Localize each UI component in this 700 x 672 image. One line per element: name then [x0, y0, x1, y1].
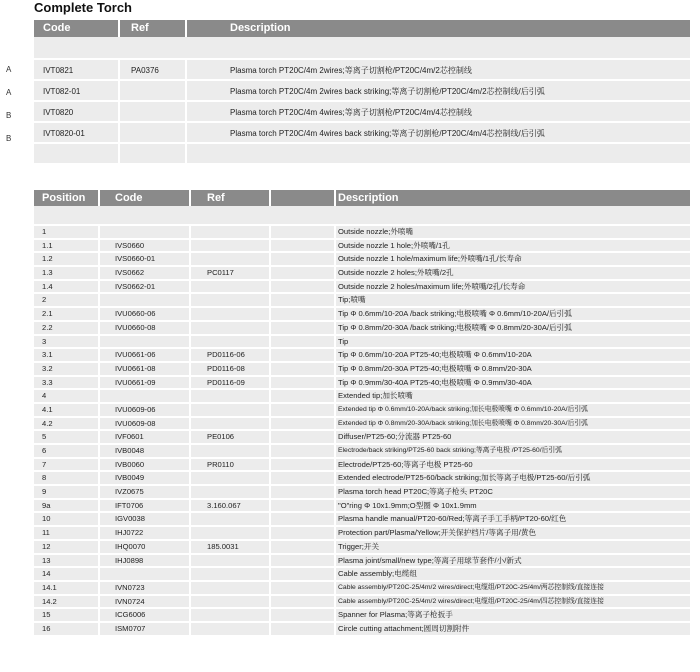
row-blank	[271, 486, 336, 498]
row-description: Circle cutting attachment;圆周切割附件	[338, 623, 470, 633]
row-side-label: B	[6, 111, 12, 120]
row-ref	[191, 226, 271, 238]
row-description: Protection part/Plasma/Yellow;开关保护档片/等离子用/黄色	[338, 528, 537, 538]
row-ref	[191, 308, 271, 320]
row-code: IVU0609-06	[100, 404, 191, 416]
row-blank	[271, 609, 336, 621]
row-description: Extended tip Φ 0.6mm/10-20A/back striking;加长电极喷嘴 Φ 0.6mm/10-20A/后引弧	[338, 405, 588, 413]
row-ref: PA0376	[120, 60, 187, 79]
parts-table	[34, 190, 690, 637]
row-blank	[271, 294, 336, 306]
row-description: Plasma torch PT20C/4m 4wires;等离子切割枪/PT20C/4m/4芯控制线	[230, 108, 472, 117]
row-description: Plasma handle manual/PT20-60/Red;等离子手工手柄/PT20-60/红色	[338, 514, 567, 524]
row-position: 13	[34, 555, 100, 567]
table-row	[34, 596, 690, 610]
torch-table	[34, 20, 690, 165]
table-row	[34, 123, 690, 144]
row-blank	[271, 431, 336, 443]
row-ref	[191, 240, 271, 252]
row-ref: PD0116-06	[191, 349, 271, 361]
row-code: IVU0661-06	[100, 349, 191, 361]
row-blank	[271, 240, 336, 252]
row-code: IGV0038	[100, 513, 191, 525]
row-code	[100, 226, 191, 238]
row-description: Outside nozzle 2 holes;外喷嘴/2孔	[338, 268, 454, 278]
row-ref: PC0117	[191, 267, 271, 279]
row-blank	[271, 623, 336, 635]
row-blank	[271, 336, 336, 348]
row-blank	[271, 541, 336, 553]
row-ref	[191, 596, 271, 608]
row-blank	[271, 459, 336, 471]
row-blank	[271, 596, 336, 608]
row-description: Tip Φ 0.6mm/10-20A /back striking;电极喷嘴 Φ 0.6mm/10-20A/后引弧	[338, 309, 572, 319]
header-ref: Ref	[191, 190, 271, 206]
row-blank	[271, 390, 336, 402]
row-description: Plasma torch PT20C/4m 4wires back striking;等离子切割枪/PT20C/4m/4芯控制线/后引弧	[230, 129, 545, 138]
row-description: Tip	[338, 336, 349, 346]
row-ref: PR0110	[191, 459, 271, 471]
row-description: Plasma torch PT20C/4m 2wires back striking;等离子切割枪/PT20C/4m/2芯控制线/后引弧	[230, 87, 545, 96]
table-row	[34, 431, 690, 445]
row-code	[100, 336, 191, 348]
table-row	[34, 60, 690, 81]
row-blank	[271, 226, 336, 238]
row-side-label: A	[6, 88, 12, 97]
table-row	[34, 363, 690, 377]
row-ref	[191, 390, 271, 402]
table-row	[34, 253, 690, 267]
table-row	[34, 308, 690, 322]
row-position: 14.2	[34, 596, 100, 608]
table-row	[34, 513, 690, 527]
table-row	[34, 609, 690, 623]
row-description: Extended tip Φ 0.8mm/20-30A/back striking;加长电极喷嘴 Φ 0.8mm/20-30A/后引弧	[338, 419, 588, 427]
table-row	[34, 486, 690, 500]
row-position: 8	[34, 472, 100, 484]
row-description: Tip;喷嘴	[338, 295, 366, 305]
row-ref	[191, 322, 271, 334]
table-row	[34, 336, 690, 350]
row-side-label: A	[6, 65, 12, 74]
table-row	[34, 459, 690, 473]
row-position: 15	[34, 609, 100, 621]
row-position: 9	[34, 486, 100, 498]
row-position: 2.1	[34, 308, 100, 320]
row-description: Extended tip;加长喷嘴	[338, 391, 413, 401]
row-position: 10	[34, 513, 100, 525]
row-code: IHQ0070	[100, 541, 191, 553]
row-blank	[271, 582, 336, 594]
row-description: Trigger;开关	[338, 541, 380, 551]
row-position: 16	[34, 623, 100, 635]
row-position: 12	[34, 541, 100, 553]
header-ref: Ref	[120, 20, 187, 37]
row-blank	[271, 267, 336, 279]
table-row	[34, 322, 690, 336]
row-ref: PE0106	[191, 431, 271, 443]
row-position: 1.2	[34, 253, 100, 265]
row-ref	[191, 582, 271, 594]
table-row	[34, 240, 690, 254]
row-description: Tip Φ 0.8mm/20-30A PT25-40;电极喷嘴 Φ 0.8mm/20-30A	[338, 363, 532, 373]
row-code: IVU0660-08	[100, 322, 191, 334]
row-position: 3.2	[34, 363, 100, 375]
row-code: IVF0601	[100, 431, 191, 443]
row-code: IVU0660-06	[100, 308, 191, 320]
row-position: 2	[34, 294, 100, 306]
row-code: IVN0724	[100, 596, 191, 608]
row-position: 14.1	[34, 582, 100, 594]
page-title: Complete Torch	[34, 0, 132, 15]
row-description: Electrode/back striking/PT25-60 back striking;等离子电极 /PT25-60/后引弧	[338, 447, 562, 454]
row-position: 9a	[34, 500, 100, 512]
header-code: Code	[100, 190, 191, 206]
row-ref	[191, 568, 271, 580]
row-ref: 185.0031	[191, 541, 271, 553]
row-code: IVU0661-09	[100, 377, 191, 389]
row-description: Outside nozzle;外喷嘴	[338, 227, 414, 236]
table-row	[34, 472, 690, 486]
row-position: 4	[34, 390, 100, 402]
row-code: IVS0662-01	[100, 281, 191, 293]
row-position: 1.4	[34, 281, 100, 293]
row-blank	[271, 513, 336, 525]
row-description: Plasma torch head PT20C;等离子枪头 PT20C	[338, 487, 493, 497]
row-code: ISM0707	[100, 623, 191, 635]
row-code: IVT0820-01	[34, 123, 120, 142]
row-ref	[191, 445, 271, 457]
row-blank	[271, 322, 336, 334]
table-row	[34, 377, 690, 391]
row-code: IVN0723	[100, 582, 191, 594]
row-ref	[120, 102, 187, 121]
row-ref	[191, 555, 271, 567]
row-code: IVT0820	[34, 102, 120, 121]
row-ref	[191, 609, 271, 621]
row-blank	[271, 418, 336, 430]
table-row	[34, 81, 690, 102]
row-code: IVB0049	[100, 472, 191, 484]
row-description: "O"ring Φ 10x1.9mm;O型圈 Φ 10x1.9mm	[338, 500, 477, 510]
header-description: Description	[230, 22, 291, 34]
row-position: 5	[34, 431, 100, 443]
table-row	[34, 281, 690, 295]
table-row-empty	[34, 37, 690, 60]
parts-table-header	[34, 190, 690, 206]
table-row	[34, 527, 690, 541]
row-position: 14	[34, 568, 100, 580]
row-description: Outside nozzle 1 hole/maximum life;外喷嘴/1孔/长寿命	[338, 254, 522, 264]
row-code: IVB0060	[100, 459, 191, 471]
row-ref	[191, 513, 271, 525]
row-blank	[271, 308, 336, 320]
row-blank	[271, 445, 336, 457]
torch-table-header	[34, 20, 690, 37]
table-row	[34, 418, 690, 432]
row-ref: 3.160.067	[191, 500, 271, 512]
row-position: 3.3	[34, 377, 100, 389]
row-ref	[191, 281, 271, 293]
row-ref	[191, 623, 271, 635]
row-position: 3	[34, 336, 100, 348]
row-blank	[271, 555, 336, 567]
row-description: Extended electrode/PT25-60/back striking;加长等离子电极/PT25-60/后引弧	[338, 473, 591, 483]
table-row	[34, 555, 690, 569]
row-code: IVT082-01	[34, 81, 120, 100]
row-description: Tip Φ 0.9mm/30-40A PT25-40;电极喷嘴 Φ 0.9mm/30-40A	[338, 377, 532, 387]
row-code	[100, 390, 191, 402]
row-side-label: B	[6, 134, 12, 143]
row-position: 4.2	[34, 418, 100, 430]
row-ref	[191, 294, 271, 306]
table-row	[34, 349, 690, 363]
row-code: IVU0661-08	[100, 363, 191, 375]
table-row	[34, 226, 690, 240]
row-ref: PD0116-09	[191, 377, 271, 389]
row-ref: PD0116-08	[191, 363, 271, 375]
row-code: ICG6006	[100, 609, 191, 621]
table-row	[34, 445, 690, 459]
table-row	[34, 102, 690, 123]
row-ref	[120, 81, 187, 100]
row-ref	[120, 123, 187, 142]
row-description: Cable assembly/PT20C-25/4m/2 wires/direct;电缆组/PT20C-25/4m/四芯控制线/直接连接	[338, 597, 604, 605]
header-code: Code	[34, 20, 120, 37]
header-description: Description	[338, 192, 399, 204]
row-position: 6	[34, 445, 100, 457]
table-row	[34, 582, 690, 596]
row-description: Cable assembly;电缆组	[338, 569, 417, 579]
table-row	[34, 500, 690, 514]
table-row	[34, 568, 690, 582]
row-ref	[191, 253, 271, 265]
row-description: Tip Φ 0.6mm/10-20A PT25-40;电极喷嘴 Φ 0.6mm/10-20A	[338, 350, 532, 360]
row-code	[100, 294, 191, 306]
row-ref	[191, 404, 271, 416]
row-position: 1.3	[34, 267, 100, 279]
row-blank	[271, 404, 336, 416]
row-blank	[271, 500, 336, 512]
row-position: 2.2	[34, 322, 100, 334]
row-blank	[271, 527, 336, 539]
row-position: 11	[34, 527, 100, 539]
row-code: IVT0821	[34, 60, 120, 79]
table-row	[34, 294, 690, 308]
header-blank	[271, 190, 336, 206]
row-description: Diffuser/PT25-60;分流器 PT25-60	[338, 432, 452, 442]
row-description: Outside nozzle 2 holes/maximum life;外喷嘴/2孔/长寿命	[338, 281, 526, 291]
row-blank	[271, 363, 336, 375]
row-ref	[191, 472, 271, 484]
row-code: IVB0048	[100, 445, 191, 457]
table-row-empty	[34, 144, 690, 165]
table-row-empty	[34, 206, 690, 226]
row-code: IHJ0898	[100, 555, 191, 567]
row-position: 1.1	[34, 240, 100, 252]
row-blank	[271, 349, 336, 361]
row-position: 7	[34, 459, 100, 471]
row-code: IVU0609-08	[100, 418, 191, 430]
row-blank	[271, 281, 336, 293]
row-code: IHJ0722	[100, 527, 191, 539]
row-code: IVS0662	[100, 267, 191, 279]
table-row	[34, 541, 690, 555]
row-code: IVS0660-01	[100, 253, 191, 265]
row-code: IVS0660	[100, 240, 191, 252]
table-row	[34, 390, 690, 404]
row-description: Tip Φ 0.8mm/20-30A /back striking;电极喷嘴 Φ 0.8mm/20-30A/后引弧	[338, 322, 572, 332]
row-description: Plasma joint/small/new type;等离子用球节套件/小/新式	[338, 555, 522, 565]
row-blank	[271, 253, 336, 265]
table-row	[34, 404, 690, 418]
row-ref	[191, 527, 271, 539]
row-ref	[191, 336, 271, 348]
header-position: Position	[34, 190, 100, 206]
row-blank	[271, 568, 336, 580]
table-row	[34, 623, 690, 637]
row-description: Spanner for Plasma;等离子枪扳手	[338, 610, 453, 620]
row-description: Electrode/PT25-60;等离子电极 PT25-60	[338, 459, 473, 469]
table-row	[34, 267, 690, 281]
row-code	[100, 568, 191, 580]
row-position: 3.1	[34, 349, 100, 361]
row-blank	[271, 377, 336, 389]
row-position: 4.1	[34, 404, 100, 416]
row-blank	[271, 472, 336, 484]
row-code: IFT0706	[100, 500, 191, 512]
row-ref	[191, 418, 271, 430]
row-position: 1	[34, 226, 100, 238]
row-description: Plasma torch PT20C/4m 2wires;等离子切割枪/PT20C/4m/2芯控制线	[230, 66, 472, 75]
row-description: Cable assembly/PT20C-25/4m/2 wires/direct;电缆组/PT20C-25/4m/两芯控制线/直接连接	[338, 583, 604, 591]
row-description: Outside nozzle 1 hole;外喷嘴/1孔	[338, 240, 450, 250]
row-ref	[191, 486, 271, 498]
row-code: IVZ0675	[100, 486, 191, 498]
